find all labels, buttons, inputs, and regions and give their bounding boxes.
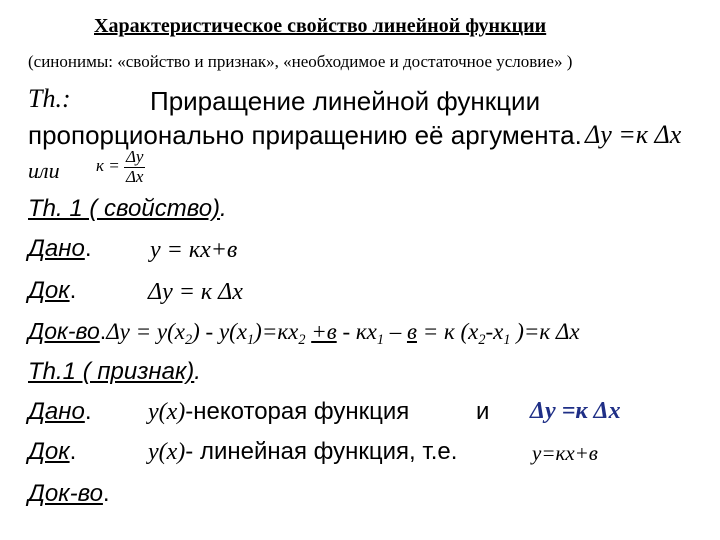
ratio-fraction bbox=[124, 148, 146, 186]
page-title: Характеристическое свойство линейной функции bbox=[94, 15, 547, 37]
ratio-formula bbox=[96, 148, 145, 186]
ratio-denominator: Δx bbox=[125, 166, 144, 186]
property-prove: Док. bbox=[28, 277, 77, 304]
criterion-and: и bbox=[476, 398, 490, 425]
synonyms-note: (синонимы: «свойство и признак», «необходимое и достаточное условие» ) bbox=[28, 52, 573, 71]
or-label: или bbox=[28, 158, 60, 183]
proof-equation: $\Delta y = y(x_2) - y(x_1)=кх_2 +в - кх_1 - в = к$ ($х_2-х_1$ )=к Δx bbox=[106, 319, 580, 348]
property-prove-value: Δy = к Δx bbox=[148, 279, 243, 305]
criterion-prove-text: y(x)- линейная функция, т.е. bbox=[148, 438, 458, 465]
ratio-left: к = bbox=[96, 156, 120, 176]
criterion-given: Дано. bbox=[28, 398, 92, 425]
theorem-formula: Δy =к Δx bbox=[585, 120, 682, 149]
theorem-line-2: пропорционально приращению её аргумента. bbox=[28, 120, 582, 150]
property-proof: $Док-во.\Delta y = y(x_2) - y(x_1)=кх_2 +в - кх_1 - в = к$ ($х_2-х_1$ )=к Δx bbox=[28, 318, 580, 348]
property-given-value: y = кх+в bbox=[150, 237, 238, 263]
theorem-line-1: Приращение линейной функции bbox=[150, 86, 541, 116]
property-heading: Th. 1 ( свойство). bbox=[28, 195, 227, 222]
ratio-numerator: Δy bbox=[125, 147, 144, 166]
criterion-proof: Док-во. bbox=[28, 480, 110, 507]
theorem-label: Th.: bbox=[28, 84, 71, 113]
property-given: Дано. bbox=[28, 235, 92, 262]
criterion-prove: Док. bbox=[28, 438, 77, 465]
criterion-condition: Δy =к Δx bbox=[530, 398, 621, 424]
criterion-heading: Th.1 ( признак). bbox=[28, 358, 201, 385]
criterion-given-text: y(x)-некоторая функция bbox=[148, 398, 410, 425]
criterion-prove-formula: y=кх+в bbox=[532, 441, 598, 465]
